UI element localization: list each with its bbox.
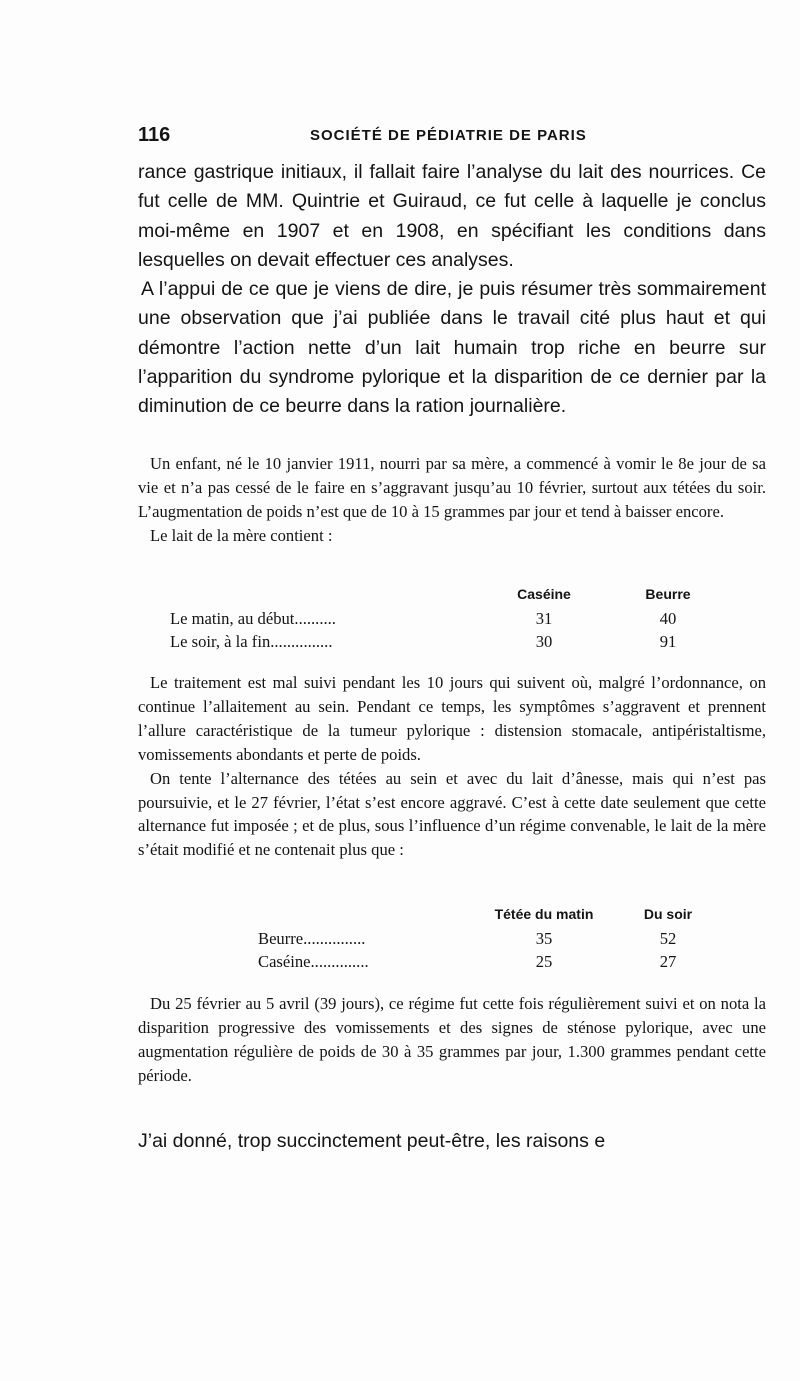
table-row (138, 609, 766, 631)
observation-paragraph-2: Le lait de la mère contient : (150, 525, 333, 545)
observation-paragraph-5: Du 25 février au 5 avril (39 jours), ce régime fut cette fois régulièrement suivi et on nota la disparition progressive des vomissements et des signes de sténose pylorique, avec une augmentation régulière de poids de 30 à 35 grammes par jour, 1.300 grammes pendant cette période. (138, 994, 766, 1085)
table-row (138, 929, 766, 951)
page-number: 116 (138, 124, 171, 146)
cell-value: 25 (535, 952, 553, 971)
table-row (138, 632, 766, 654)
observation-block-3 (138, 992, 766, 1088)
column-header: Beurre (645, 586, 691, 602)
column-header: Tétée du matin (494, 906, 594, 922)
row-label: Le matin, au début.......... (170, 609, 336, 628)
observation-paragraph-4: On tente l’alternance des tétées au sein et avec du lait d’ânesse, mais qui n’est pas poursuivie, et le 27 février, l’état s’est encore aggravé. C’est à cette date seulement que cette alternance fut imposée ; et de plus, sous l’influence d’un régime convenable, le lait de la mère s’était modifié et ne contenait plus que : (138, 768, 766, 860)
page-header (138, 124, 766, 150)
paragraph-summary: A l’appui de ce que je viens de dire, je puis résumer très sommairement une observation que j’ai publiée dans le travail cité plus haut et qui démontre l’action nette d’un lait humain trop riche en beurre sur l’apparition du syndrome pylorique et la disparition de ce dernier par la diminution de ce beurre dans la ration journalière. (138, 278, 766, 418)
cell-value: 40 (659, 609, 677, 628)
table-header-row (138, 586, 766, 608)
cell-value: 91 (659, 632, 677, 651)
cell-value: 31 (535, 609, 553, 628)
closing-line: J’ai donné, trop succinctement peut-être, les raisons e (138, 1130, 606, 1152)
cell-value: 52 (659, 929, 677, 948)
row-label: Le soir, à la fin............... (170, 632, 333, 651)
cell-value: 27 (659, 952, 677, 971)
column-header: Du soir (643, 906, 693, 922)
main-text-block (138, 158, 766, 422)
observation-block-1 (138, 452, 766, 548)
observation-paragraph-1: Un enfant, né le 10 janvier 1911, nourri par sa mère, a commencé à vomir le 8e jour de sa vie et n’a pas cessé de le faire en s’aggravant jusqu’au 10 février, surtout aux tétées du soir. L’augmentation de poids n’est que de 10 à 15 grammes par jour et tend à baisser encore. (138, 454, 766, 521)
running-title: SOCIÉTÉ DE PÉDIATRIE DE PARIS (310, 127, 587, 144)
table-row (138, 952, 766, 974)
observation-block-2 (138, 671, 766, 862)
observation-paragraph-3: Le traitement est mal suivi pendant les 10 jours qui suivent où, malgré l’ordonnance, on continue l’allaitement au sein. Pendant ce temps, les symptômes s’aggravent et prennent l’allure caractéristique de la tumeur pylorique : distension stomacale, antipéristaltisme, vomissements abondants et perte de poids. (138, 673, 766, 764)
cell-value: 30 (535, 632, 553, 651)
paragraph-intro: rance gastrique initiaux, il fallait faire l’analyse du lait des nourrices. Ce fut celle de MM. Quintrie et Guiraud, ce fut celle à laquelle je conclus moi-même en 1907 et en 1908, en spécifiant les conditions dans lesquelles on devait effectuer ces analyses. (138, 161, 766, 271)
row-label: Caséine.............. (258, 952, 369, 971)
column-header: Caséine (517, 586, 571, 602)
row-label: Beurre............... (258, 929, 366, 948)
cell-value: 35 (535, 929, 553, 948)
table-header-row (138, 906, 766, 928)
